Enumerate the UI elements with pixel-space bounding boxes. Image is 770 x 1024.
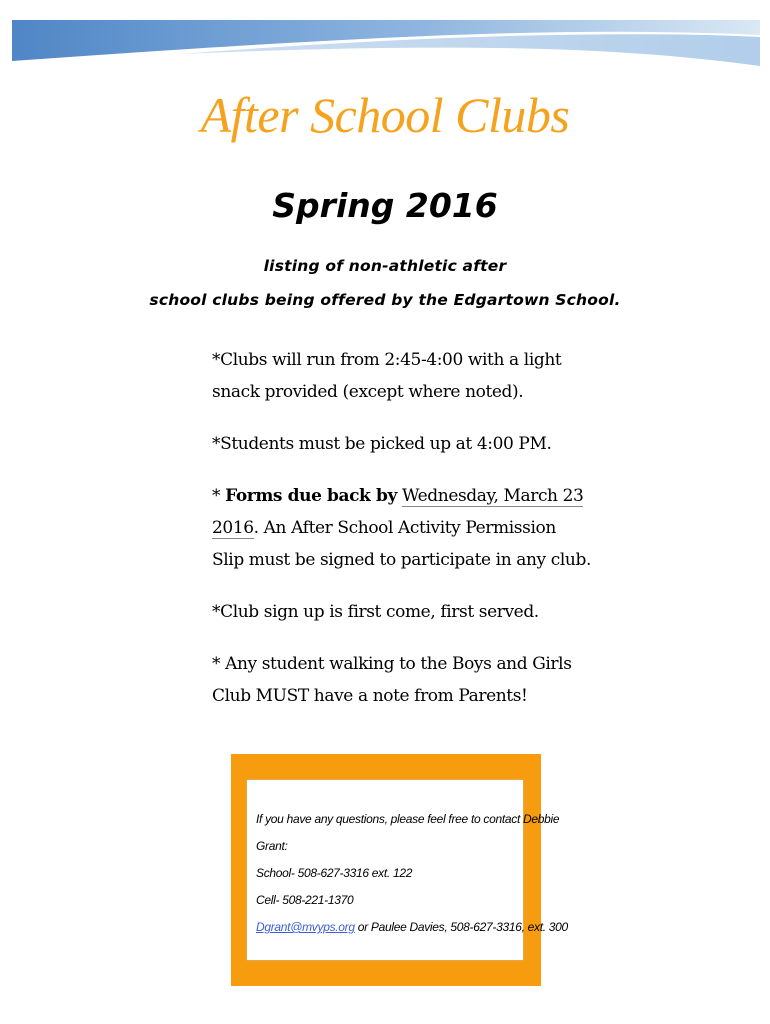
page-subtitle: Spring 2016: [272, 186, 498, 225]
contact-school-phone: School- 508-627-3316 ext. 122: [256, 866, 413, 880]
note-walking: * Any student walking to the Boys and Girls Club MUST have a note from Parents!: [212, 654, 572, 706]
forms-label: Forms due back by: [225, 486, 397, 506]
note-forms: [212, 480, 592, 576]
contact-intro: If you have any questions, please feel free to contact Debbie: [256, 812, 560, 826]
description-line: listing of non-athletic after: [263, 257, 507, 275]
contact-content: [247, 780, 568, 960]
note-pickup: *Students must be picked up at 4:00 PM.: [212, 434, 552, 454]
contact-email-line: [256, 914, 568, 941]
forms-rest: . An After School Activity Permission Slip must be signed to participate in any club.: [212, 518, 591, 570]
notes-list: [212, 344, 592, 732]
contact-name: Grant:: [256, 839, 288, 853]
contact-cell-phone: Cell- 508-221-1370: [256, 893, 354, 907]
note-signup: *Club sign up is first come, first served.: [212, 602, 539, 622]
forms-due-date: Wednesday, March 23 2016: [212, 486, 584, 538]
forms-prefix: *: [212, 486, 226, 506]
contact-box: [231, 754, 568, 986]
contact-email-link[interactable]: Dgrant@mvyps.org: [256, 920, 355, 934]
description: [0, 249, 770, 317]
description-line: school clubs being offered by the Edgartown School.: [149, 291, 621, 309]
note-clubs-run: *Clubs will run from 2:45-4:00 with a light snack provided (except where noted).: [212, 350, 562, 402]
page-title: After School Clubs: [200, 87, 570, 143]
contact-alternate: or Paulee Davies, 508-627-3316, ext. 300: [354, 920, 568, 934]
